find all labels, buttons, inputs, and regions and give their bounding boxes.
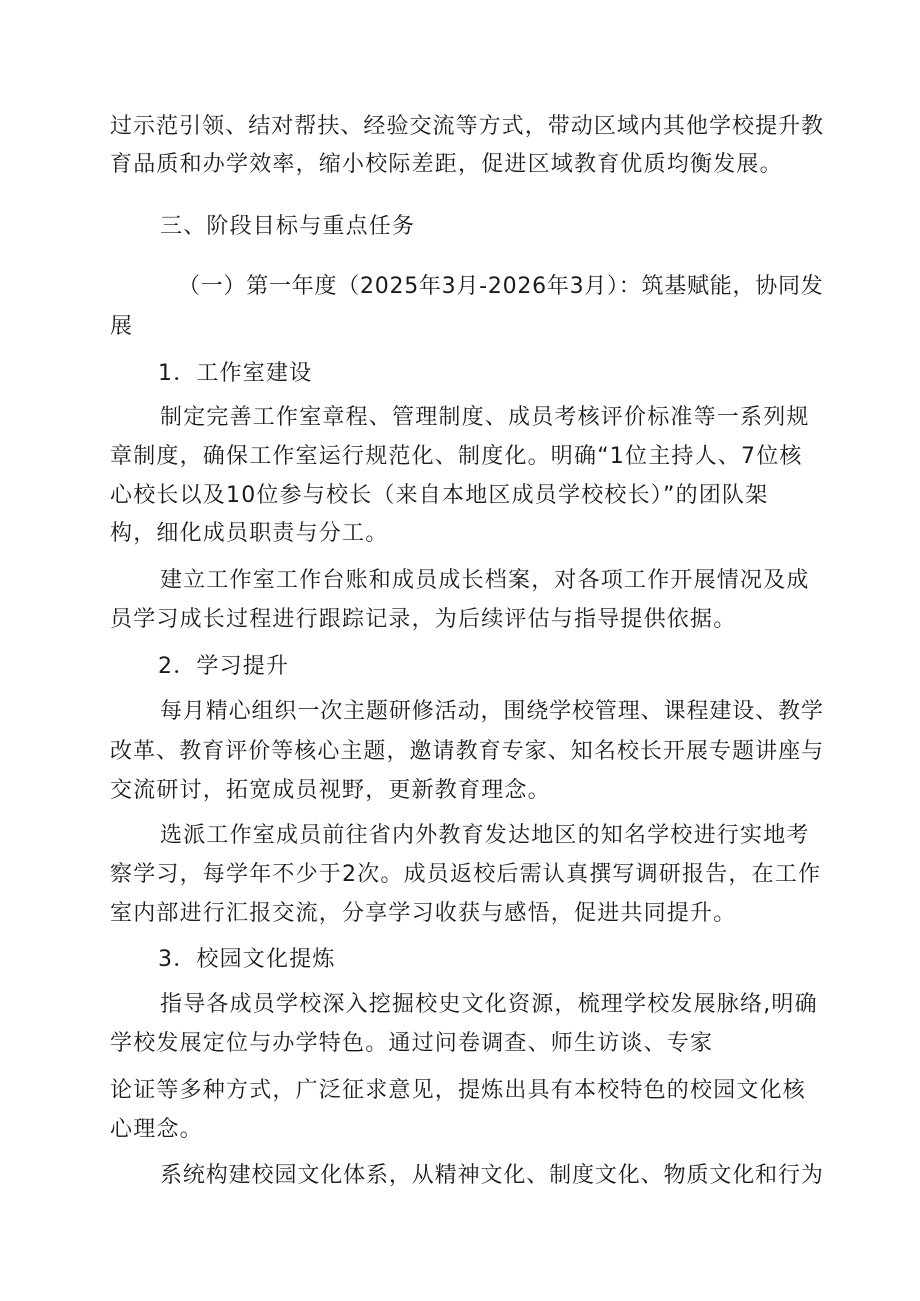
text-line: 建立工作室工作台账和成员成长档案，对各项工作开展情况及成 xyxy=(160,568,810,593)
text-line: 心理念。 xyxy=(110,1117,203,1142)
section-heading: 三、阶段目标与重点任务 xyxy=(160,214,416,239)
text-line: 学校发展定位与办学特色。通过问卷调查、师生访谈、专家 xyxy=(110,1031,714,1056)
item-heading: 1．工作室建设 xyxy=(158,361,313,386)
text-line: 心校长以及10位参与校长（来自本地区成员学校校长）”的团队架 xyxy=(110,483,769,508)
text-line: 育品质和办学效率，缩小校际差距，促进区域教育优质均衡发展。 xyxy=(110,152,783,177)
text-line: 指导各成员学校深入挖掘校史文化资源，梳理学校发展脉络,明确 xyxy=(160,992,818,1017)
text-line: 构，细化成员职责与分工。 xyxy=(110,521,389,546)
text-line: （一）第一年度（2025年3月-2026年3月）：筑基赋能，协同发 xyxy=(178,274,824,299)
text-line: 展 xyxy=(110,314,134,339)
text-line: 论证等多种方式，广泛征求意见，提炼出具有本校特色的校园文化核 xyxy=(110,1078,807,1103)
item-heading: 2．学习提升 xyxy=(158,654,290,679)
text-line: 每月精心组织一次主题研修活动，围绕学校管理、课程建设、教学 xyxy=(160,699,824,724)
text-line: 系统构建校园文化体系，从精神文化、制度文化、物质文化和行为 xyxy=(160,1163,824,1188)
text-line: 员学习成长过程进行跟踪记录，为后续评估与指导提供依据。 xyxy=(110,607,737,632)
text-line: 章制度，确保工作室运行规范化、制度化。明确“1位主持人、7位核 xyxy=(110,444,803,469)
text-line: 制定完善工作室章程、管理制度、成员考核评价标准等一系列规 xyxy=(160,405,810,430)
text-line: 交流研讨，拓宽成员视野，更新教育理念。 xyxy=(110,778,551,803)
item-heading: 3．校园文化提炼 xyxy=(158,947,336,972)
text-line: 改革、教育评价等核心主题，邀请教育专家、知名校长开展专题讲座与 xyxy=(110,739,825,764)
text-line: 过示范引领、结对帮扶、经验交流等方式，带动区域内其他学校提升教 xyxy=(110,114,825,139)
text-line: 室内部进行汇报交流，分享学习收获与感悟，促进共同提升。 xyxy=(110,901,737,926)
text-line: 察学习，每学年不少于2次。成员返校后需认真撰写调研报告，在工作 xyxy=(110,862,822,887)
text-line: 选派工作室成员前往省内外教育发达地区的知名学校进行实地考 xyxy=(160,823,810,848)
